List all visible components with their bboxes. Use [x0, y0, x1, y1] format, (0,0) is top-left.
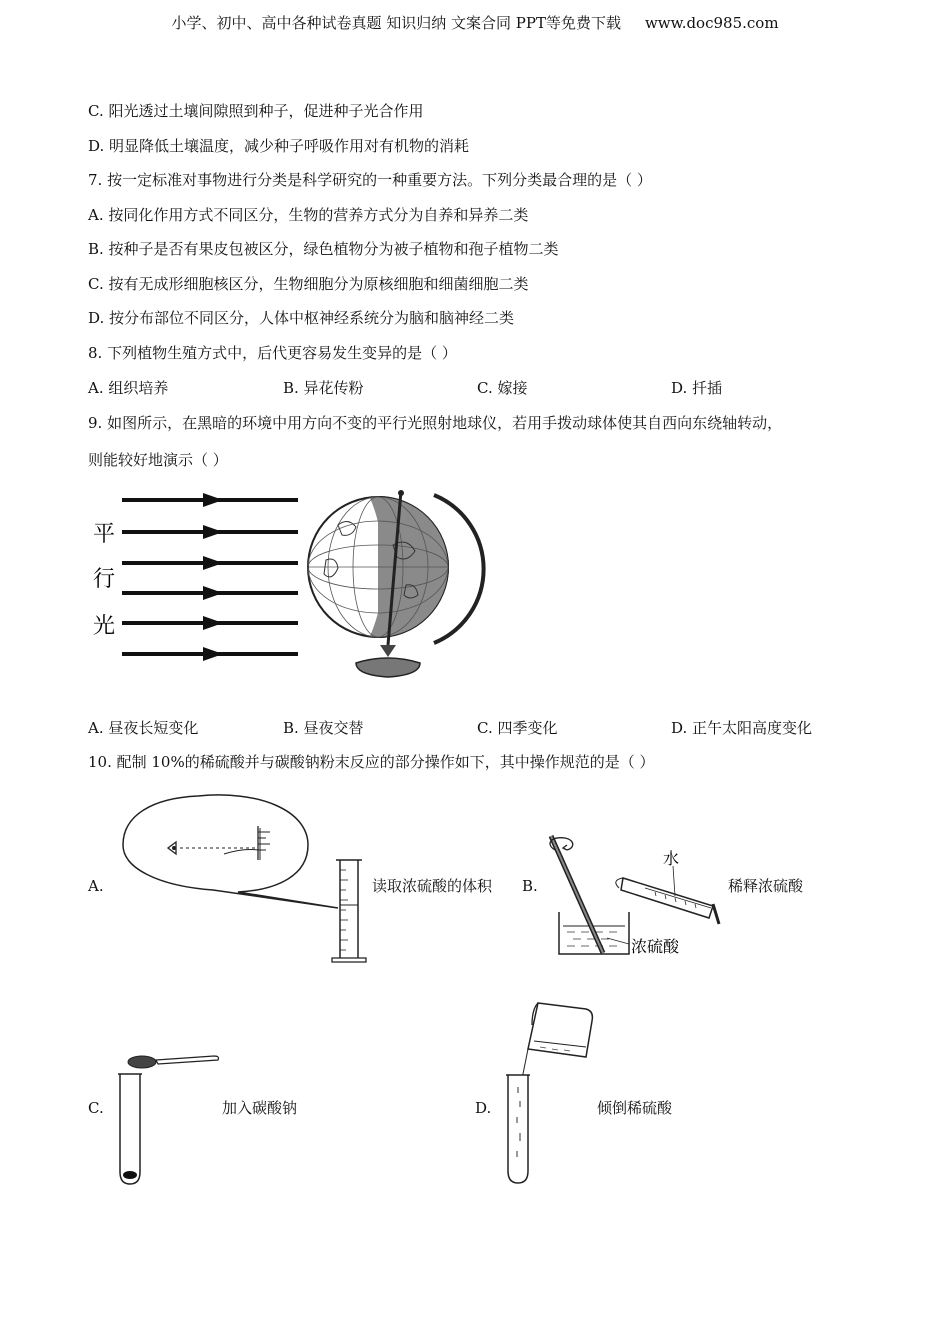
- q9-option-b: B. 昼夜交替: [283, 719, 364, 737]
- test-tube: [118, 1074, 142, 1184]
- q10-b-figure-dilution: [545, 828, 745, 963]
- ray-arrowheads: [203, 493, 223, 661]
- q9-stem-line2: 则能较好地演示（ ）: [88, 451, 228, 469]
- label-conc-sulfuric-acid: 浓硫酸: [631, 937, 680, 956]
- page-header: [0, 12, 950, 33]
- q9-option-d: D. 正午太阳高度变化: [671, 719, 813, 737]
- q10-c-figure-add-sodium-carbonate: [112, 1048, 232, 1188]
- q7-stem: 7. 按一定标准对事物进行分类是科学研究的一种重要方法。下列分类最合理的是（ ）: [88, 171, 652, 189]
- q10-option-c-letter: C.: [88, 1099, 104, 1117]
- q7-option-c: C. 按有无成形细胞核区分，生物细胞分为原核细胞和细菌细胞二类: [88, 275, 529, 293]
- q10-b-caption: 稀释浓硫酸: [728, 877, 804, 895]
- q9-option-a: A. 昼夜长短变化: [88, 719, 199, 737]
- test-tube: [506, 1075, 530, 1183]
- q10-option-b-letter: B.: [522, 877, 538, 895]
- glass-rod: [550, 836, 603, 953]
- tilted-beaker: [528, 1003, 592, 1057]
- label-xing: 行: [93, 567, 116, 592]
- header-text: 小学、初中、高中各种试卷真题 知识归纳 文案合同 PPT等免费下载: [171, 14, 621, 32]
- label-water: 水: [663, 849, 680, 868]
- q10-c-caption: 加入碳酸钠: [222, 1099, 298, 1117]
- q7-option-a: A. 按同化作用方式不同区分，生物的营养方式分为自养和异养二类: [88, 206, 529, 224]
- light-rays: [122, 500, 298, 654]
- q6-option-d: D. 明显降低土壤温度，减少种子呼吸作用对有机物的消耗: [88, 137, 470, 155]
- q9-option-c: C. 四季变化: [477, 719, 558, 737]
- label-guang: 光: [93, 614, 116, 639]
- q9-stem-line1: 9. 如图所示，在黑暗的环境中用方向不变的平行光照射地球仪，若用手拨动球体使其自西向东绕轴转动，: [88, 414, 783, 432]
- q8-option-a: A. 组织培养: [88, 379, 169, 397]
- q8-stem: 8. 下列植物生殖方式中，后代更容易发生变异的是（ ）: [88, 344, 457, 362]
- label-ping: 平: [93, 522, 116, 547]
- q8-option-d: D. 扦插: [671, 379, 723, 397]
- q7-option-d: D. 按分布部位不同区分，人体中枢神经系统分为脑和脑神经二类: [88, 309, 515, 327]
- tilted-cylinder: [616, 866, 719, 924]
- globe: [308, 490, 484, 677]
- q9-figure-parallel-light-globe: [88, 485, 468, 685]
- q10-option-d-letter: D.: [475, 1099, 492, 1117]
- q7-option-b: B. 按种子是否有果皮包被区分，绿色植物分为被子植物和孢子植物二类: [88, 240, 559, 258]
- header-website: www.doc985.com: [644, 14, 779, 32]
- q10-option-a-letter: A.: [88, 877, 104, 895]
- q10-a-figure-read-cylinder: [118, 790, 378, 965]
- q10-stem: 10. 配制 10%的稀硫酸并与碳酸钠粉末反应的部分操作如下，其中操作规范的是（ ）: [88, 753, 655, 771]
- q10-a-caption: 读取浓硫酸的体积: [372, 877, 493, 895]
- q6-option-c: C. 阳光透过土壤间隙照到种子，促进种子光合作用: [88, 102, 424, 120]
- q10-d-figure-pour-acid: [498, 995, 608, 1190]
- q10-d-caption: 倾倒稀硫酸: [597, 1099, 673, 1117]
- q8-option-b: B. 异花传粉: [283, 379, 364, 397]
- q8-option-c: C. 嫁接: [477, 379, 528, 397]
- graduated-cylinder: [332, 860, 366, 962]
- spatula: [128, 1056, 219, 1068]
